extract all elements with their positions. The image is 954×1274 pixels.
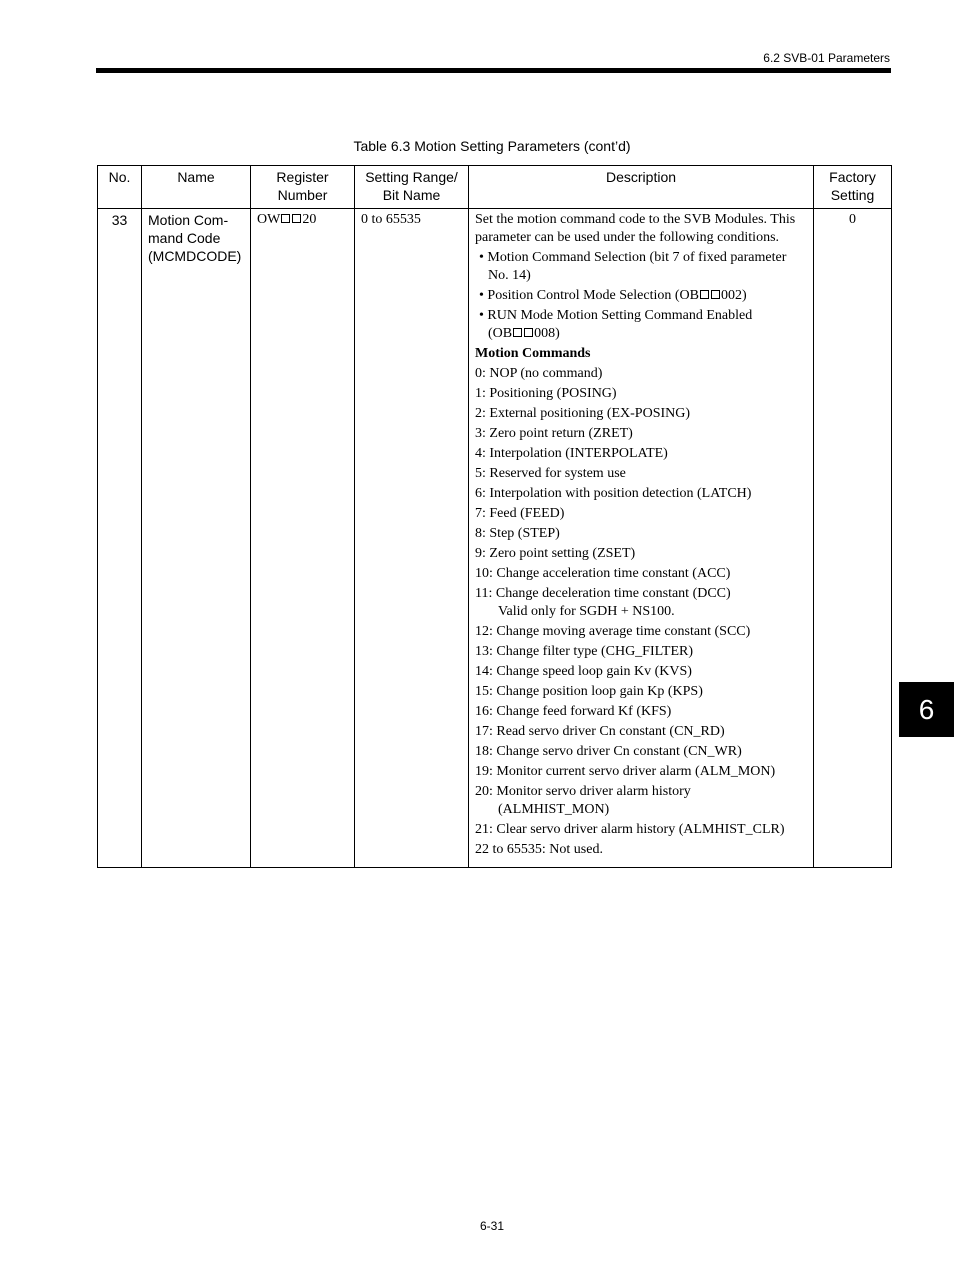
list-item	[475, 585, 807, 621]
command-text: 19: Monitor current servo driver alarm (ALM_MON)	[475, 764, 776, 779]
placeholder-square-icon	[700, 290, 709, 299]
chapter-tab: 6	[899, 682, 954, 737]
header-register	[251, 166, 355, 209]
list-item	[475, 821, 807, 839]
header-description-label: Description	[605, 169, 677, 185]
list-item	[475, 545, 807, 563]
bullet-3-line1: • RUN Mode Motion Setting Command Enabled	[479, 308, 753, 323]
table-caption: Table 6.3 Motion Setting Parameters (cont’d)	[353, 138, 631, 154]
bullet-2-prefix: • Position Control Mode Selection (OB	[479, 288, 699, 303]
list-item	[475, 565, 807, 583]
command-text: 16: Change feed forward Kf (KFS)	[475, 704, 672, 719]
list-item	[475, 385, 807, 403]
header-description	[469, 166, 814, 209]
list-item	[475, 743, 807, 761]
command-text: 15: Change position loop gain Kp (KPS)	[475, 684, 703, 699]
list-item	[475, 623, 807, 641]
command-text: 14: Change speed loop gain Kv (KVS)	[475, 664, 692, 679]
cell-factory	[814, 209, 892, 868]
cell-range	[355, 209, 469, 868]
motion-commands-list	[475, 365, 807, 859]
list-item	[475, 445, 807, 463]
section-header: 6.2 SVB-01 Parameters	[763, 51, 890, 65]
list-item	[475, 643, 807, 661]
name-line3: (MCMDCODE)	[148, 248, 242, 264]
header-register-line2: Number	[277, 187, 328, 203]
list-item	[475, 525, 807, 543]
header-range	[355, 166, 469, 209]
command-text: 10: Change acceleration time constant (ACC)	[475, 566, 731, 581]
name-line2: mand Code	[148, 230, 221, 246]
cell-register	[251, 209, 355, 868]
cell-name	[142, 209, 251, 868]
command-text: 8: Step (STEP)	[475, 526, 560, 541]
table-row	[98, 209, 892, 868]
placeholder-square-icon	[513, 328, 522, 337]
header-factory-line2: Setting	[830, 187, 875, 203]
command-text: 1: Positioning (POSING)	[475, 386, 617, 401]
placeholder-square-icon	[281, 214, 290, 223]
table-header-row	[98, 166, 892, 209]
list-item	[475, 723, 807, 741]
list-item	[475, 663, 807, 681]
cell-description	[469, 209, 814, 868]
command-text: 21: Clear servo driver alarm history (ALMHIST_CLR)	[475, 822, 785, 837]
command-text: 0: NOP (no command)	[475, 366, 603, 381]
header-rule	[96, 68, 891, 73]
factory-setting: 0	[849, 212, 856, 227]
condition-bullet-2	[475, 287, 807, 305]
list-item	[475, 465, 807, 483]
command-text: 2: External positioning (EX-POSING)	[475, 406, 691, 421]
list-item	[475, 841, 807, 859]
bullet-3-line2	[488, 325, 807, 343]
command-text: 7: Feed (FEED)	[475, 506, 565, 521]
header-range-line1: Setting Range/	[365, 169, 458, 185]
command-text: 12: Change moving average time constant (SCC)	[475, 624, 751, 639]
command-text: 6: Interpolation with position detection (LATCH)	[475, 486, 752, 501]
header-factory-line1: Factory	[829, 169, 876, 185]
list-item	[475, 365, 807, 383]
command-subtext: Valid only for SGDH + NS100.	[498, 604, 675, 619]
motion-commands-title: Motion Commands	[475, 346, 591, 361]
header-name-label: Name	[177, 169, 215, 185]
list-item	[475, 763, 807, 781]
row-number: 33	[111, 212, 128, 228]
command-text: 4: Interpolation (INTERPOLATE)	[475, 446, 668, 461]
command-text: 22 to 65535: Not used.	[475, 842, 603, 857]
register-suffix: 20	[302, 212, 317, 227]
bullet-3-prefix: (OB	[488, 326, 513, 341]
list-item	[475, 703, 807, 721]
command-subtext: (ALMHIST_MON)	[498, 802, 610, 817]
command-text: 3: Zero point return (ZRET)	[475, 426, 633, 441]
command-text: 5: Reserved for system use	[475, 466, 626, 481]
parameters-table	[97, 165, 892, 868]
placeholder-square-icon	[711, 290, 720, 299]
register-prefix: OW	[257, 212, 281, 227]
command-text: 18: Change servo driver Cn constant (CN_WR)	[475, 744, 742, 759]
condition-bullet-1: • Motion Command Selection (bit 7 of fixed parameter No. 14)	[479, 250, 787, 283]
placeholder-square-icon	[524, 328, 533, 337]
name-line1: Motion Com-	[148, 212, 229, 228]
header-no	[98, 166, 142, 209]
condition-bullet-3	[475, 307, 807, 343]
list-item	[475, 683, 807, 701]
cell-no	[98, 209, 142, 868]
header-name	[142, 166, 251, 209]
bullet-2-suffix: 002)	[720, 288, 747, 303]
list-item	[475, 425, 807, 443]
placeholder-square-icon	[292, 214, 301, 223]
command-text: 9: Zero point setting (ZSET)	[475, 546, 636, 561]
header-register-line1: Register	[276, 169, 329, 185]
list-item	[475, 405, 807, 423]
command-text: 17: Read servo driver Cn constant (CN_RD)	[475, 724, 725, 739]
header-no-label: No.	[108, 169, 131, 185]
description-intro: Set the motion command code to the SVB Modules. This parameter can be used under the following conditions.	[475, 212, 796, 245]
command-text: 11: Change deceleration time constant (DCC)	[475, 586, 731, 601]
header-factory	[814, 166, 892, 209]
command-text: 20: Monitor servo driver alarm history	[475, 784, 691, 799]
command-text: 13: Change filter type (CHG_FILTER)	[475, 644, 694, 659]
list-item	[475, 505, 807, 523]
bullet-3-suffix: 008)	[534, 326, 560, 341]
list-item	[475, 783, 807, 819]
list-item	[475, 485, 807, 503]
page-number: 6-31	[479, 1219, 505, 1233]
header-range-line2: Bit Name	[382, 187, 441, 203]
setting-range: 0 to 65535	[361, 212, 421, 227]
